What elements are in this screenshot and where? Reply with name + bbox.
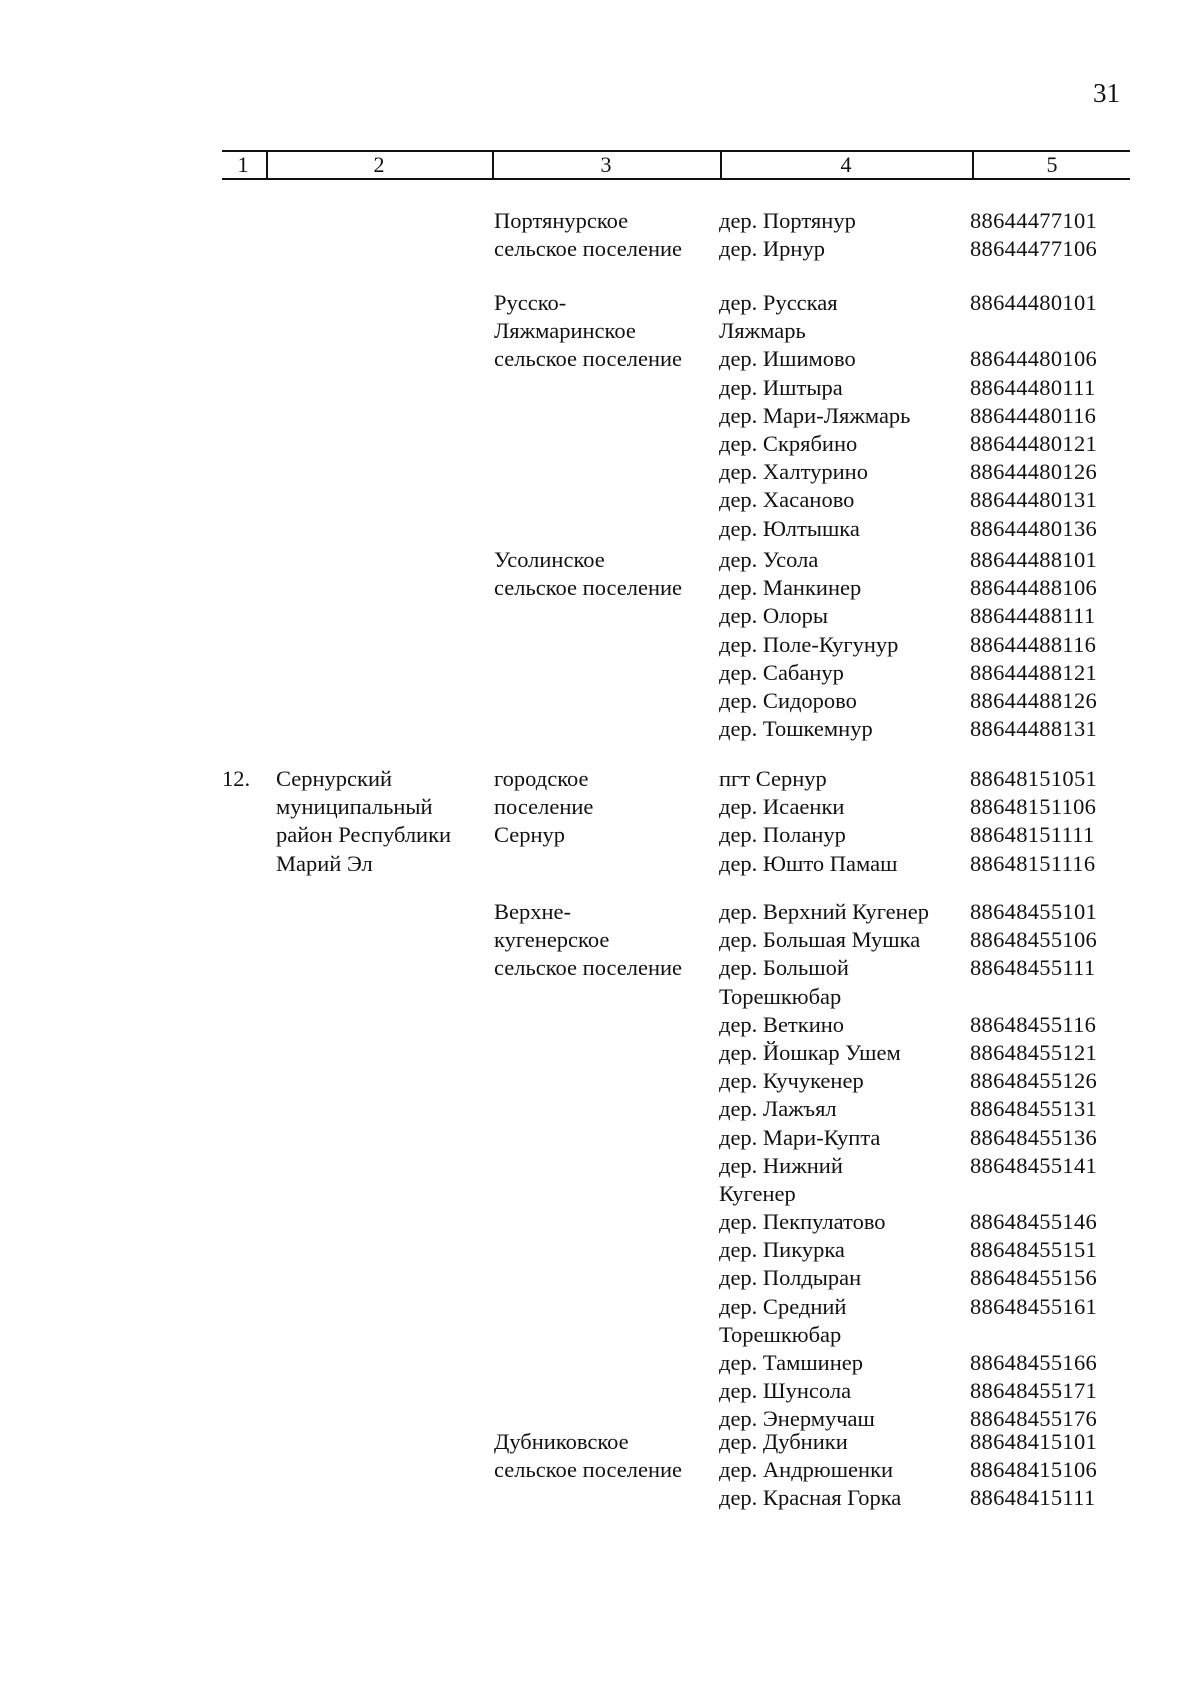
settlement-name-line: сельское поселение xyxy=(494,575,683,601)
locality-name: дер. Тамшинер xyxy=(719,1350,863,1375)
locality-item xyxy=(719,715,967,743)
oktmo-code-item xyxy=(970,1067,1130,1095)
locality-name: дер. Веткино xyxy=(719,1011,845,1037)
locality-name: дер. Ирнур xyxy=(719,236,825,262)
locality-name: дер. Хасаново xyxy=(719,487,855,513)
settlement-name-line: Ляжмаринское xyxy=(494,318,636,344)
oktmo-code: 88644488116 xyxy=(970,631,1097,657)
locality-item xyxy=(719,821,967,849)
locality-item xyxy=(719,1484,967,1512)
oktmo-code: 88644480131 xyxy=(970,487,1098,513)
locality-item xyxy=(719,1039,967,1067)
oktmo-code-item xyxy=(970,1236,1130,1264)
oktmo-code: 88644480126 xyxy=(970,459,1098,485)
oktmo-code: 88648151051 xyxy=(970,766,1098,791)
oktmo-code: 88648455136 xyxy=(970,1124,1098,1150)
settlement-name-line: сельское поселение xyxy=(494,346,683,372)
locality-name: дер. Поланур xyxy=(719,822,846,848)
locality-item xyxy=(719,458,967,486)
table-header xyxy=(222,150,1130,180)
settlement-name-line: Дубниковское xyxy=(494,1429,629,1454)
oktmo-code: 88648455116 xyxy=(970,1011,1097,1037)
oktmo-code: 88648415106 xyxy=(970,1457,1098,1483)
locality-name: дер. Мари-Купта xyxy=(719,1124,881,1150)
locality-name: дер. Сидорово xyxy=(719,687,857,713)
locality-name: дер. Пекпулатово xyxy=(719,1209,886,1235)
locality-name: пгт Сернур xyxy=(719,766,827,791)
oktmo-code: 88644488126 xyxy=(970,687,1098,713)
oktmo-code-item xyxy=(970,515,1130,543)
locality-name: Кугенер xyxy=(719,1180,796,1206)
locality-item xyxy=(719,954,967,1010)
oktmo-code-item xyxy=(970,793,1130,821)
oktmo-code-item xyxy=(970,430,1130,458)
settlement-name-line: Русско- xyxy=(494,290,567,315)
locality-name: дер. Русская xyxy=(719,290,838,315)
locality-name: дер. Большой xyxy=(719,955,849,981)
locality-item xyxy=(719,898,967,926)
oktmo-code: 88644480111 xyxy=(970,374,1096,400)
locality-item xyxy=(719,793,967,821)
locality-item xyxy=(719,207,967,235)
oktmo-code: 88644480136 xyxy=(970,515,1098,541)
settlement-name xyxy=(494,289,714,374)
locality-name: дер. Дубники xyxy=(719,1429,848,1454)
oktmo-code: 88648151111 xyxy=(970,822,1095,848)
locality-name: дер. Юшто Памаш xyxy=(719,850,898,876)
locality-name: дер. Полдыран xyxy=(719,1265,862,1291)
oktmo-code-item xyxy=(970,1124,1130,1152)
settlement-name-line: Портянурское xyxy=(494,208,629,233)
oktmo-code-list xyxy=(970,289,1130,543)
locality-item xyxy=(719,1067,967,1095)
locality-item xyxy=(719,1456,967,1484)
oktmo-code: 88644488101 xyxy=(970,547,1098,572)
locality-item xyxy=(719,486,967,514)
locality-name: дер. Усола xyxy=(719,547,819,572)
locality-name: дер. Иштыра xyxy=(719,374,843,400)
locality-name: дер. Шунсола xyxy=(719,1378,852,1404)
settlement-name-line: городское xyxy=(494,766,589,791)
oktmo-code-item xyxy=(970,715,1130,743)
locality-item xyxy=(719,1095,967,1123)
locality-item xyxy=(719,374,967,402)
locality-item xyxy=(719,1011,967,1039)
oktmo-code-item xyxy=(970,850,1130,878)
locality-name: дер. Тошкемнур xyxy=(719,716,873,742)
oktmo-code-item xyxy=(970,1152,1130,1208)
oktmo-code: 88648151116 xyxy=(970,850,1096,876)
settlement-name xyxy=(494,546,714,602)
locality-name: дер. Кучукенер xyxy=(719,1068,864,1094)
oktmo-code: 88648455156 xyxy=(970,1265,1098,1291)
locality-item xyxy=(719,430,967,458)
locality-name: дер. Манкинер xyxy=(719,575,862,601)
oktmo-code: 88648455106 xyxy=(970,927,1098,953)
header-col-3: 3 xyxy=(600,152,612,177)
oktmo-code-item xyxy=(970,1456,1130,1484)
locality-name: дер. Халтурино xyxy=(719,459,868,485)
locality-name: дер. Поле-Кугунур xyxy=(719,631,899,657)
settlement-name xyxy=(494,207,714,263)
code-spacer xyxy=(970,983,1130,1011)
code-spacer xyxy=(970,317,1130,345)
oktmo-code-item xyxy=(970,289,1130,345)
oktmo-code-item xyxy=(970,602,1130,630)
oktmo-code-item xyxy=(970,1039,1130,1067)
oktmo-code-item xyxy=(970,402,1130,430)
oktmo-code-item xyxy=(970,574,1130,602)
oktmo-code-item xyxy=(970,546,1130,574)
oktmo-code-item xyxy=(970,1208,1130,1236)
header-col-5: 5 xyxy=(1046,152,1058,177)
oktmo-code: 88648455176 xyxy=(970,1406,1098,1432)
oktmo-code-item xyxy=(970,1264,1130,1292)
settlement-name-line: сельское поселение xyxy=(494,236,683,262)
locality-name: дер. Средний xyxy=(719,1293,847,1319)
locality-name: дер. Олоры xyxy=(719,603,829,629)
oktmo-code: 88644477106 xyxy=(970,236,1098,262)
oktmo-code-item xyxy=(970,765,1130,793)
locality-item xyxy=(719,515,967,543)
oktmo-code: 88644488121 xyxy=(970,659,1098,685)
oktmo-code: 88648455171 xyxy=(970,1378,1098,1404)
oktmo-code-item xyxy=(970,207,1130,235)
settlement-name-line: Усолинское xyxy=(494,547,605,572)
locality-list xyxy=(719,546,967,743)
settlement-name-line: Сернур xyxy=(494,822,566,848)
locality-item xyxy=(719,1293,967,1349)
oktmo-code-item xyxy=(970,458,1130,486)
locality-name: дер. Красная Горка xyxy=(719,1485,902,1511)
settlement-name xyxy=(494,1428,714,1484)
header-col-4: 4 xyxy=(840,152,852,177)
locality-name: Ляжмарь xyxy=(719,318,806,344)
locality-name: дер. Мари-Ляжмарь xyxy=(719,402,911,428)
locality-item xyxy=(719,402,967,430)
locality-list xyxy=(719,898,967,1434)
oktmo-code-item xyxy=(970,1349,1130,1377)
oktmo-code: 88648455141 xyxy=(970,1152,1098,1178)
row-number: 12. xyxy=(222,766,251,791)
oktmo-code-item xyxy=(970,926,1130,954)
district-name-line: муниципальный xyxy=(276,794,433,820)
code-spacer xyxy=(970,1180,1130,1208)
oktmo-code: 88648415101 xyxy=(970,1429,1098,1454)
locality-item xyxy=(719,1349,967,1377)
oktmo-code-list xyxy=(970,546,1130,743)
locality-name: дер. Йошкар Ушем xyxy=(719,1039,901,1065)
oktmo-code-item xyxy=(970,1484,1130,1512)
oktmo-code-item xyxy=(970,486,1130,514)
locality-list xyxy=(719,1428,967,1513)
settlement-name-line: Верхне- xyxy=(494,899,572,924)
district-name xyxy=(276,765,491,878)
locality-name: дер. Нижний xyxy=(719,1152,843,1178)
locality-name: дер. Верхний Кугенер xyxy=(719,899,929,924)
locality-name: дер. Сабанур xyxy=(719,659,844,685)
oktmo-code: 88644480121 xyxy=(970,430,1098,456)
oktmo-code: 88648415111 xyxy=(970,1485,1096,1511)
locality-item xyxy=(719,926,967,954)
locality-name: дер. Энермучаш xyxy=(719,1406,875,1432)
locality-item xyxy=(719,1124,967,1152)
locality-name: дер. Портянур xyxy=(719,208,856,233)
oktmo-code: 88648455146 xyxy=(970,1209,1098,1235)
oktmo-code: 88648455111 xyxy=(970,955,1096,981)
oktmo-code-item xyxy=(970,687,1130,715)
oktmo-code-list xyxy=(970,207,1130,263)
locality-item xyxy=(719,345,967,373)
oktmo-code: 88644488111 xyxy=(970,603,1096,629)
locality-item xyxy=(719,1236,967,1264)
oktmo-code: 88644480116 xyxy=(970,402,1097,428)
locality-name: дер. Андрюшенки xyxy=(719,1457,894,1483)
locality-item xyxy=(719,546,967,574)
oktmo-code-list xyxy=(970,765,1130,878)
header-col-1: 1 xyxy=(237,152,249,177)
settlement-name-line: сельское поселение xyxy=(494,1457,683,1483)
oktmo-code-item xyxy=(970,374,1130,402)
settlement-name-line: кугенерское xyxy=(494,927,610,953)
oktmo-code: 88644477101 xyxy=(970,208,1098,233)
oktmo-code-item xyxy=(970,1095,1130,1123)
oktmo-code-list xyxy=(970,1428,1130,1513)
oktmo-code-item xyxy=(970,821,1130,849)
oktmo-code: 88648455101 xyxy=(970,899,1098,924)
oktmo-code: 88644488106 xyxy=(970,575,1098,601)
locality-item xyxy=(719,631,967,659)
oktmo-code-item xyxy=(970,1293,1130,1349)
oktmo-code: 88644488131 xyxy=(970,716,1098,742)
locality-item xyxy=(719,602,967,630)
page-number: 31 xyxy=(1093,78,1120,108)
oktmo-code: 88648455151 xyxy=(970,1237,1098,1263)
locality-item xyxy=(719,235,967,263)
locality-item xyxy=(719,659,967,687)
oktmo-code-item xyxy=(970,1428,1130,1456)
settlement-name-line: сельское поселение xyxy=(494,955,683,981)
code-spacer xyxy=(970,1321,1130,1349)
settlement-name xyxy=(494,765,714,850)
oktmo-code: 88648455121 xyxy=(970,1039,1098,1065)
locality-list xyxy=(719,289,967,543)
oktmo-code-list xyxy=(970,898,1130,1434)
header-col-2: 2 xyxy=(373,152,385,177)
oktmo-code-item xyxy=(970,954,1130,1010)
locality-name: дер. Большая Мушка xyxy=(719,927,921,953)
locality-item xyxy=(719,1264,967,1292)
oktmo-code-item xyxy=(970,631,1130,659)
locality-list xyxy=(719,207,967,263)
oktmo-code: 88648455166 xyxy=(970,1350,1098,1375)
locality-name: дер. Лажъял xyxy=(719,1096,837,1122)
oktmo-code: 88648151106 xyxy=(970,794,1097,820)
locality-item xyxy=(719,850,967,878)
oktmo-code-item xyxy=(970,345,1130,373)
oktmo-code: 88648455161 xyxy=(970,1293,1098,1319)
locality-item xyxy=(719,765,967,793)
oktmo-code-item xyxy=(970,659,1130,687)
settlement-name-line: поселение xyxy=(494,794,594,820)
oktmo-code: 88648455126 xyxy=(970,1068,1098,1094)
oktmo-code: 88648455131 xyxy=(970,1096,1098,1122)
oktmo-code-item xyxy=(970,235,1130,263)
locality-name: Торешкюбар xyxy=(719,1321,842,1347)
oktmo-code-item xyxy=(970,1011,1130,1039)
locality-name: дер. Пикурка xyxy=(719,1237,845,1263)
oktmo-code: 88644480101 xyxy=(970,290,1098,315)
locality-item xyxy=(719,1428,967,1456)
locality-item xyxy=(719,289,967,345)
district-name-line: Сернурский xyxy=(276,766,393,791)
locality-name: дер. Юлтышка xyxy=(719,515,860,541)
oktmo-code: 88644480106 xyxy=(970,346,1098,372)
locality-name: дер. Скрябино xyxy=(719,430,858,456)
locality-name: дер. Исаенки xyxy=(719,794,845,820)
locality-name: Торешкюбар xyxy=(719,983,842,1009)
locality-list xyxy=(719,765,967,878)
locality-name: дер. Ишимово xyxy=(719,346,856,372)
locality-item xyxy=(719,1208,967,1236)
settlement-name xyxy=(494,898,714,983)
oktmo-code-item xyxy=(970,898,1130,926)
district-name-line: район Республики xyxy=(276,822,452,848)
district-name-line: Марий Эл xyxy=(276,850,373,876)
locality-item xyxy=(719,1152,967,1208)
locality-item xyxy=(719,687,967,715)
oktmo-code-item xyxy=(970,1377,1130,1405)
locality-item xyxy=(719,574,967,602)
locality-item xyxy=(719,1377,967,1405)
